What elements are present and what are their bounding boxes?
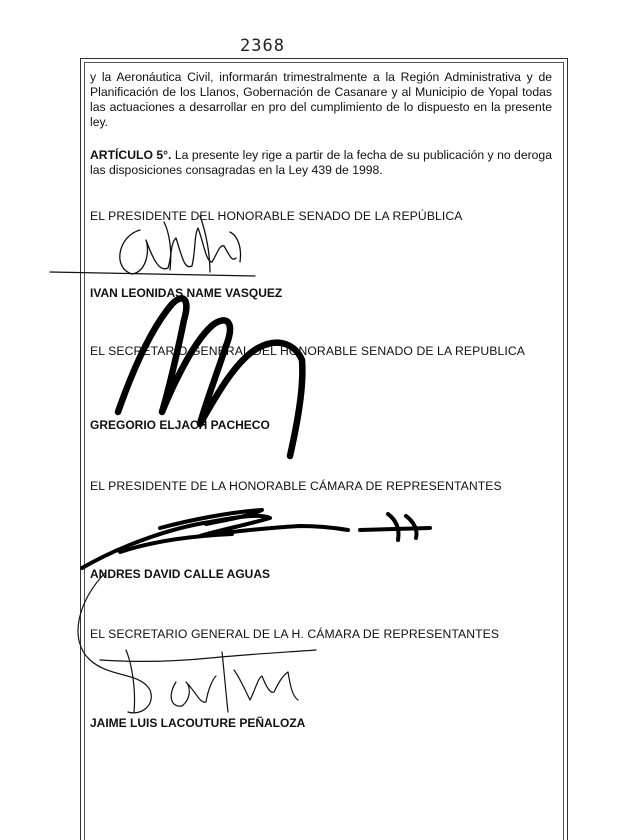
article-5-text: La presente ley rige a partir de la fecha de su publicación y no deroga las disposiciones consagradas en la Ley 439 de 1998. [90,148,552,177]
signatory-1-title: EL PRESIDENTE DEL HONORABLE SENADO DE LA REPÚBLICA [90,209,463,223]
article-5-heading: ARTÍCULO 5°. [90,148,172,162]
signatory-3-name: ANDRES DAVID CALLE AGUAS [90,567,271,581]
signatory-3-title: EL PRESIDENTE DE LA HONORABLE CÁMARA DE REPRESENTANTES [90,479,502,493]
signatory-2-name: GREGORIO ELJACH PACHECO [90,418,270,432]
signatory-2-title: EL SECRETARIO GENERAL DEL HONORABLE SENADO DE LA REPUBLICA [90,344,525,358]
signatory-1-name: IVAN LEONIDAS NAME VASQUEZ [90,286,283,300]
signatory-4-name: JAIME LUIS LACOUTURE PEÑALOZA [90,716,306,730]
paragraph-continuation: y la Aeronáutica Civil, informarán trimestralmente a la Región Administrativa y de Planificación de los Llanos, Gobernación de Casanare y al Municipio de Yopal todas las actuaciones a desarrollar en pro del cumplimiento de lo dispuesto en la presente ley. [90,70,552,129]
page-number: 2368 [240,36,285,56]
signatory-4-title: EL SECRETARIO GENERAL DE LA H. CÁMARA DE REPRESENTANTES [90,627,500,641]
article-5 [90,148,552,178]
